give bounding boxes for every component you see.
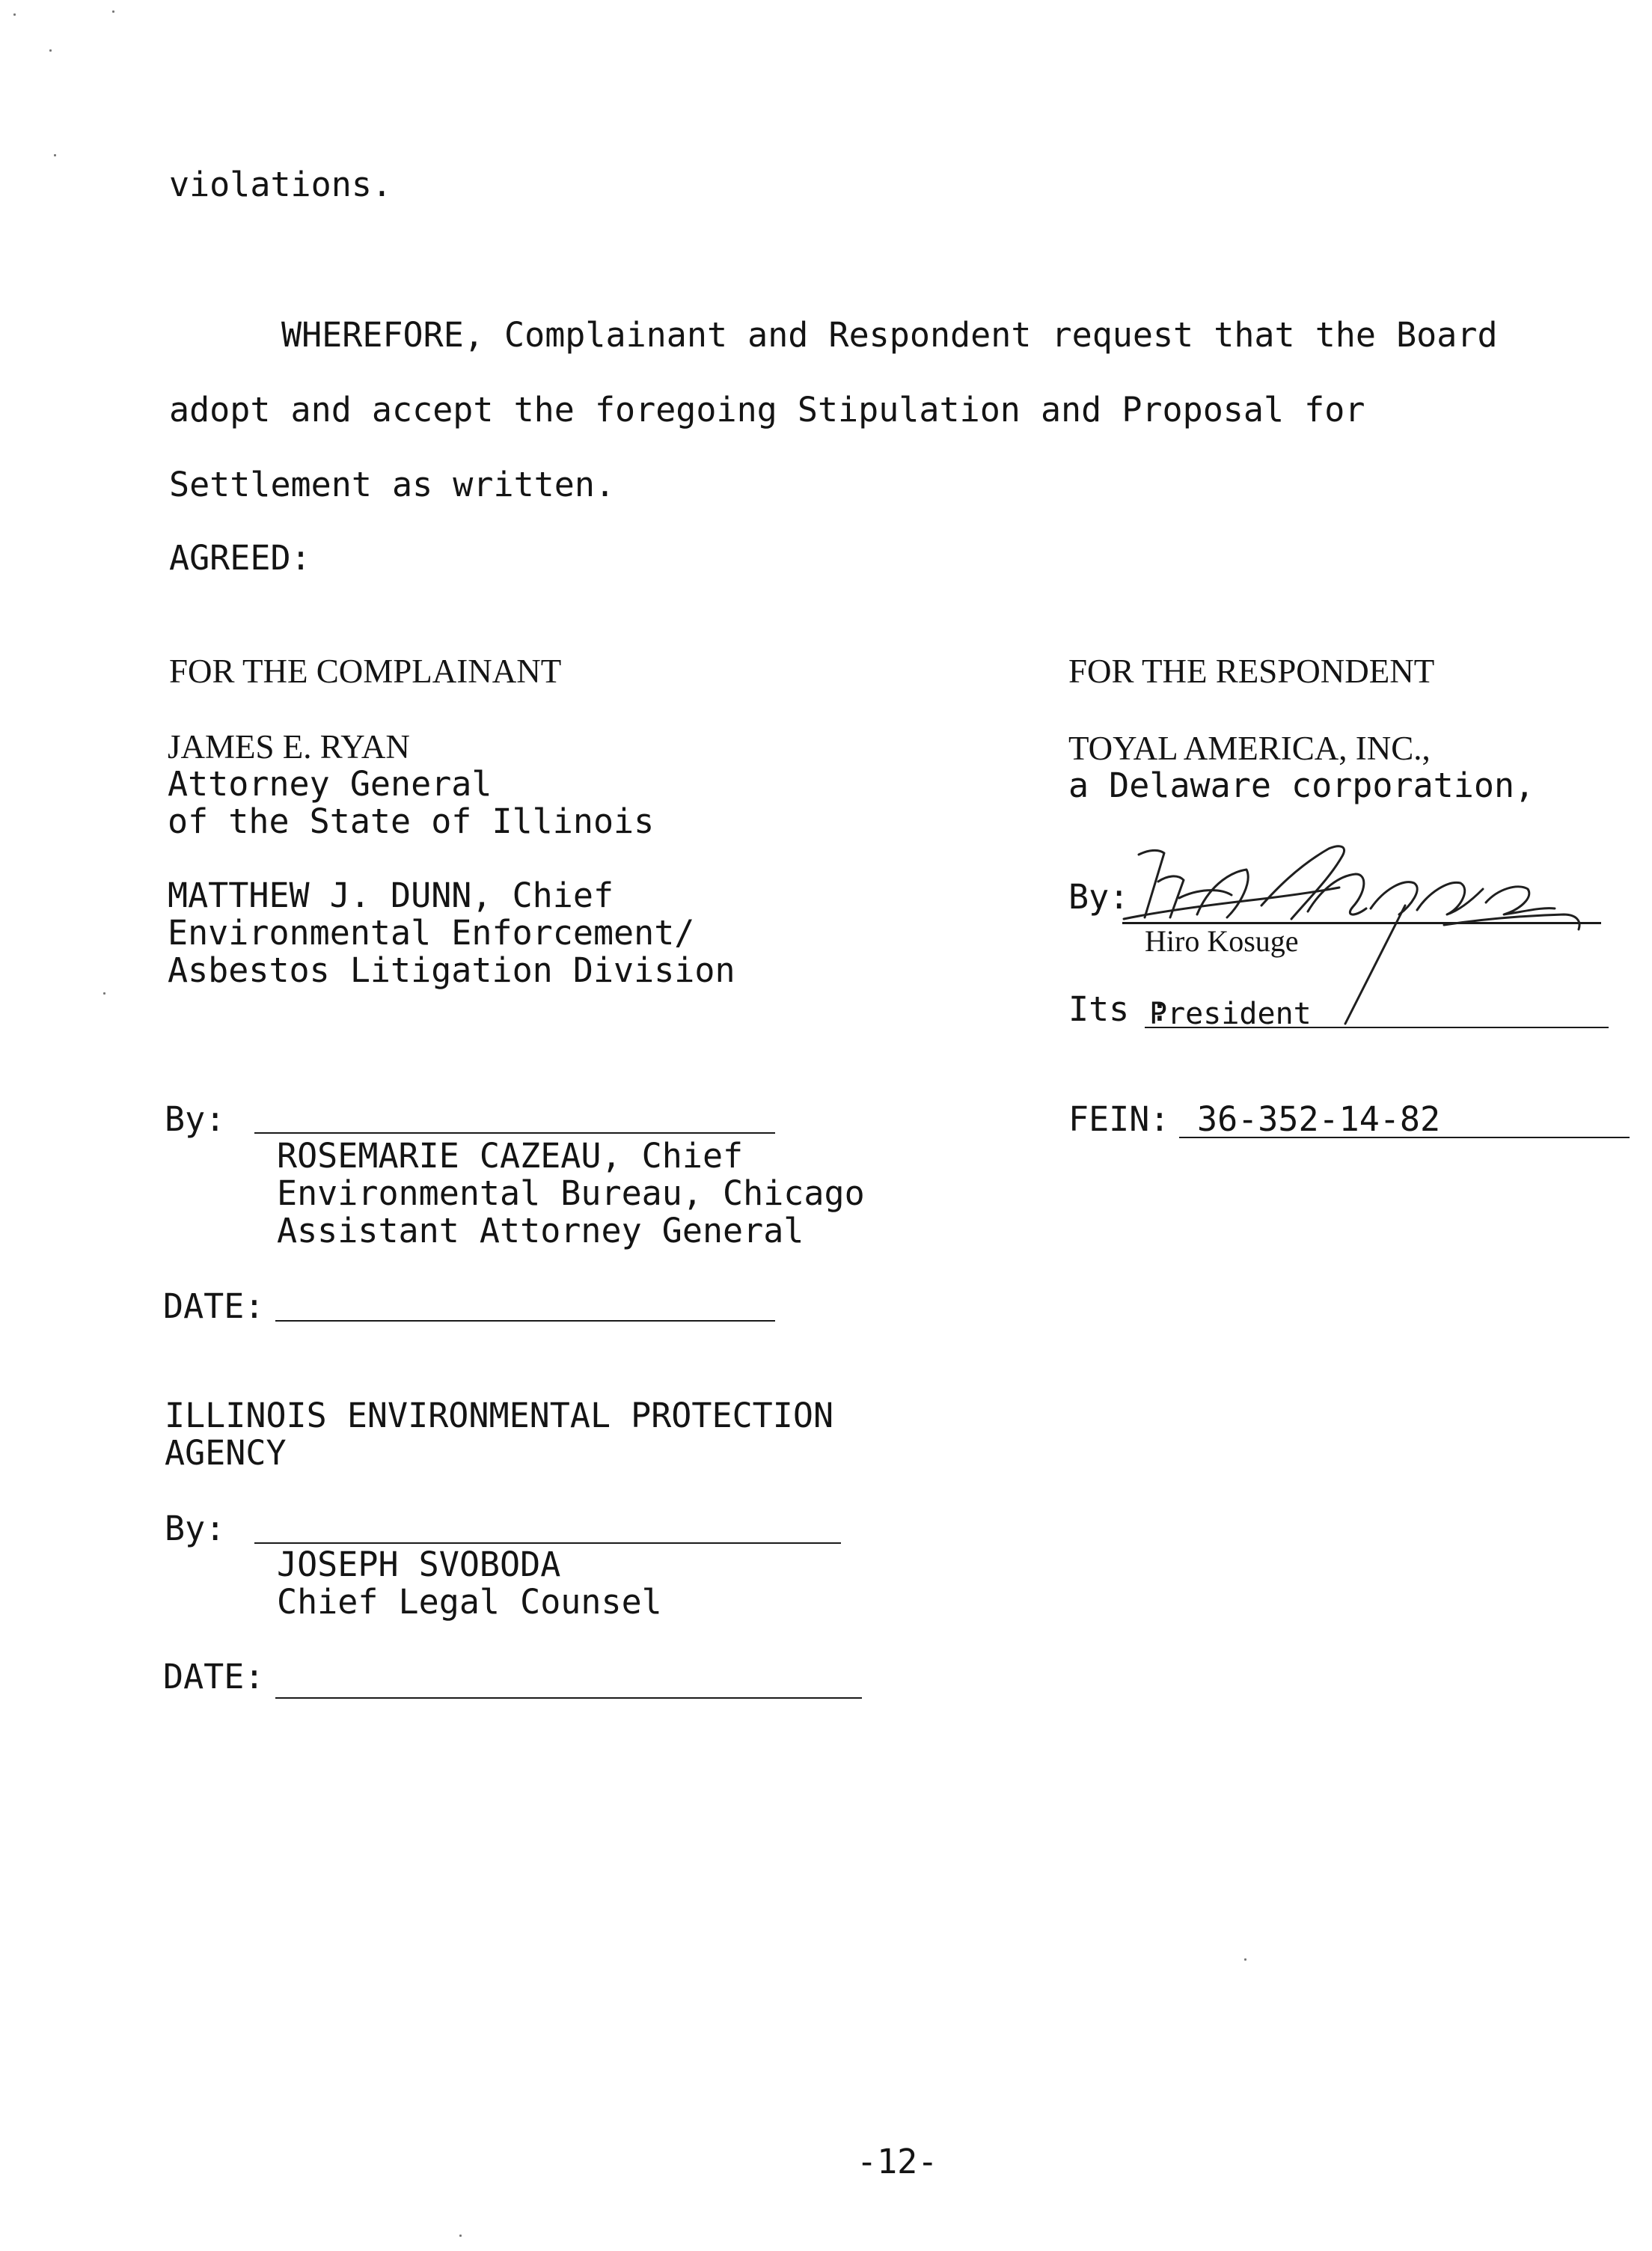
- complainant-signer-name: ROSEMARIE CAZEAU, Chief: [277, 1136, 744, 1176]
- agency-signer-title: Chief Legal Counsel: [277, 1582, 662, 1622]
- division-name-line-2: Asbestos Litigation Division: [168, 950, 735, 990]
- agency-signature-line: [254, 1542, 841, 1544]
- scan-speck: [1244, 1958, 1246, 1961]
- respondent-its-value: President: [1149, 997, 1312, 1031]
- respondent-company-description: a Delaware corporation,: [1068, 766, 1535, 805]
- scan-speck: [459, 2235, 462, 2237]
- respondent-by-label: By:: [1068, 877, 1130, 917]
- complainant-signer-bureau: Environmental Bureau, Chicago: [277, 1173, 865, 1213]
- attorney-general-state: of the State of Illinois: [168, 801, 655, 841]
- fein-value: 36-352-14-82: [1197, 1099, 1441, 1139]
- respondent-company: TOYAL AMERICA, INC.,: [1068, 730, 1431, 767]
- fein-label: FEIN:: [1068, 1099, 1170, 1139]
- agency-date-label: DATE:: [163, 1657, 265, 1696]
- agreed-label: AGREED:: [169, 538, 311, 578]
- respondent-its-label: Its :: [1068, 989, 1170, 1029]
- scan-speck: [49, 49, 52, 52]
- attorney-general-name: JAMES E. RYAN: [168, 728, 410, 766]
- scan-speck: [103, 992, 105, 995]
- complainant-signature-line: [254, 1132, 775, 1134]
- agency-name-line-2: AGENCY: [165, 1433, 287, 1473]
- scan-speck: [112, 10, 114, 13]
- agency-date-line: [275, 1697, 862, 1699]
- complainant-signer-title: Assistant Attorney General: [277, 1211, 804, 1250]
- paragraph-line-1: WHEREFORE, Complainant and Respondent request that the Board: [281, 315, 1498, 355]
- complainant-date-label: DATE:: [163, 1286, 265, 1326]
- respondent-heading: FOR THE RESPONDENT: [1068, 653, 1435, 690]
- fein-line: [1179, 1137, 1630, 1138]
- respondent-its-line: [1145, 1027, 1609, 1028]
- attorney-general-title: Attorney General: [168, 764, 492, 804]
- continued-text: violations.: [169, 165, 393, 204]
- complainant-heading: FOR THE COMPLAINANT: [169, 653, 562, 690]
- respondent-signer-name: Hiro Kosuge: [1145, 924, 1299, 958]
- handwritten-signature: [1115, 837, 1609, 986]
- complainant-by-label: By:: [165, 1099, 226, 1139]
- complainant-date-line: [275, 1320, 775, 1322]
- paragraph-line-2: adopt and accept the foregoing Stipulation and Proposal for: [169, 390, 1365, 430]
- agency-by-label: By:: [165, 1509, 226, 1548]
- page-number: -12-: [857, 2142, 938, 2181]
- division-name-line-1: Environmental Enforcement/: [168, 913, 695, 953]
- agency-name-line-1: ILLINOIS ENVIRONMENTAL PROTECTION: [165, 1396, 834, 1435]
- paragraph-line-3: Settlement as written.: [169, 465, 616, 504]
- agency-signer-name: JOSEPH SVOBODA: [277, 1545, 561, 1584]
- division-chief-name: MATTHEW J. DUNN, Chief: [168, 876, 614, 915]
- scan-speck: [54, 154, 56, 156]
- scan-speck: [13, 13, 16, 16]
